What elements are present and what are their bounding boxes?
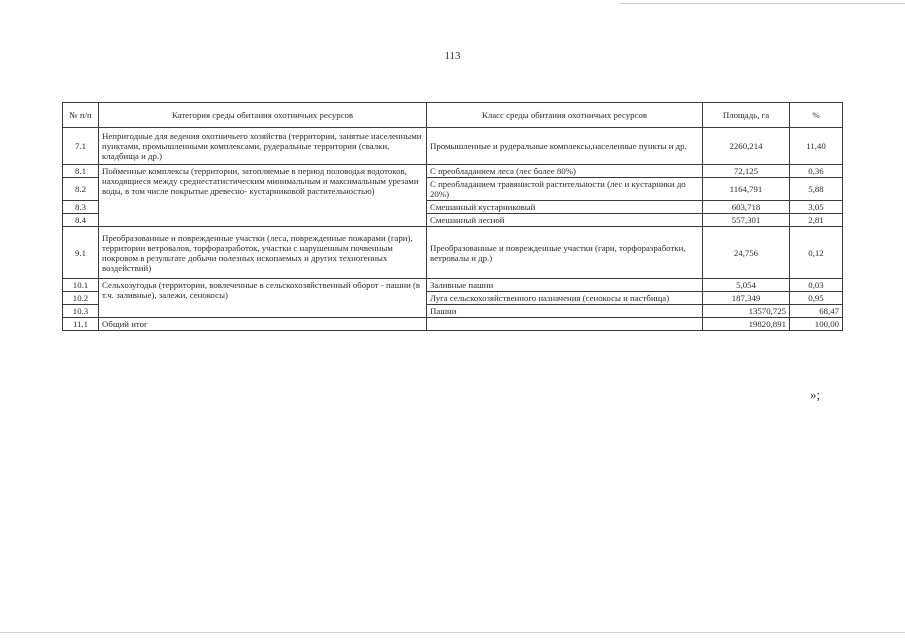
row-class: С преобладанием леса (лес более 80%) [427, 165, 703, 178]
row-area: 13570,725 [703, 305, 790, 318]
row-percent: 0,03 [790, 279, 843, 292]
row-num: 10.2 [63, 292, 99, 305]
header-class: Класс среды обитания охотничьих ресурсов [427, 103, 703, 128]
row-category: Общий итог [99, 318, 427, 331]
row-num: 8.2 [63, 178, 99, 201]
row-num: 11.1 [63, 318, 99, 331]
row-num: 8.4 [63, 214, 99, 227]
row-class: Луга сельскохозяйственного назначения (сенокосы и пастбища) [427, 292, 703, 305]
scan-edge-top [620, 3, 905, 4]
row-area: 24,756 [703, 227, 790, 279]
row-category-floodplain: Пойменные комплексы (территории, затопляемые в период половодья водотоков, находящиеся между среднестатистическим минимальным и максимальным урезами воды, в том числе покрытые древесно- кустарниковой растительностью) [99, 165, 427, 227]
header-area: Площадь, га [703, 103, 790, 128]
row-category: Непригодные для ведения охотничьего хозяйства (территории, занятые населенными пунктами, промышленными комплексами, рудеральные территории (свалки, кладбища и др.) [99, 128, 427, 165]
row-class: Преобразованные и поврежденные участки (гари, торфоразработки, ветровалы и др.) [427, 227, 703, 279]
row-percent: 0,95 [790, 292, 843, 305]
row-num: 7.1 [63, 128, 99, 165]
table-row [63, 165, 843, 178]
table-row [63, 227, 843, 279]
row-percent: 68,47 [790, 305, 843, 318]
row-class: Смешанный лесной [427, 214, 703, 227]
row-class [427, 318, 703, 331]
row-category: Преобразованные и поврежденные участки (леса, поврежденные пожарами (гари), территории ветровалов, торфоразработок, участки с нарушенным почвенным покровом в результате добычи полезных ископаемых и других техногенных воздействий) [99, 227, 427, 279]
row-class: Заливные пашни [427, 279, 703, 292]
row-percent: 2,81 [790, 214, 843, 227]
row-percent: 5,88 [790, 178, 843, 201]
row-area: 2260,214 [703, 128, 790, 165]
table-header-row [63, 103, 843, 128]
row-area: 5,054 [703, 279, 790, 292]
table-row-total [63, 318, 843, 331]
row-percent: 3,05 [790, 201, 843, 214]
row-class: С преобладанием травянистой растительности (лес и кустарники до 20%) [427, 178, 703, 201]
header-category: Категория среды обитания охотничьих ресурсов [99, 103, 427, 128]
row-num: 9.1 [63, 227, 99, 279]
page-number: 113 [444, 50, 461, 62]
row-area: 187,349 [703, 292, 790, 305]
row-num: 10.3 [63, 305, 99, 318]
row-area: 603,718 [703, 201, 790, 214]
row-area: 19820,891 [703, 318, 790, 331]
table-row [63, 128, 843, 165]
scan-edge-bottom [0, 632, 905, 633]
row-class: Пашни [427, 305, 703, 318]
row-area: 72,125 [703, 165, 790, 178]
row-category-farmland: Сельхозугодья (территории, вовлеченные в сельскохозяйственный оборот - пашни (в т.ч. заливные), залежи, сенокосы) [99, 279, 427, 318]
table-row [63, 279, 843, 292]
row-class: Промышленные и рудеральные комплексы,населенные пункты и др. [427, 128, 703, 165]
row-area: 1164,791 [703, 178, 790, 201]
header-percent: % [790, 103, 843, 128]
row-percent: 11,40 [790, 128, 843, 165]
row-percent: 100,00 [790, 318, 843, 331]
header-num: № п/п [63, 103, 99, 128]
habitat-table [62, 102, 843, 331]
row-class: Смешанный кустарниковый [427, 201, 703, 214]
closing-quote-mark: »; [810, 387, 821, 402]
row-num: 8.1 [63, 165, 99, 178]
row-num: 8.3 [63, 201, 99, 214]
row-area: 557,301 [703, 214, 790, 227]
row-percent: 0,36 [790, 165, 843, 178]
row-num: 10.1 [63, 279, 99, 292]
row-percent: 0,12 [790, 227, 843, 279]
